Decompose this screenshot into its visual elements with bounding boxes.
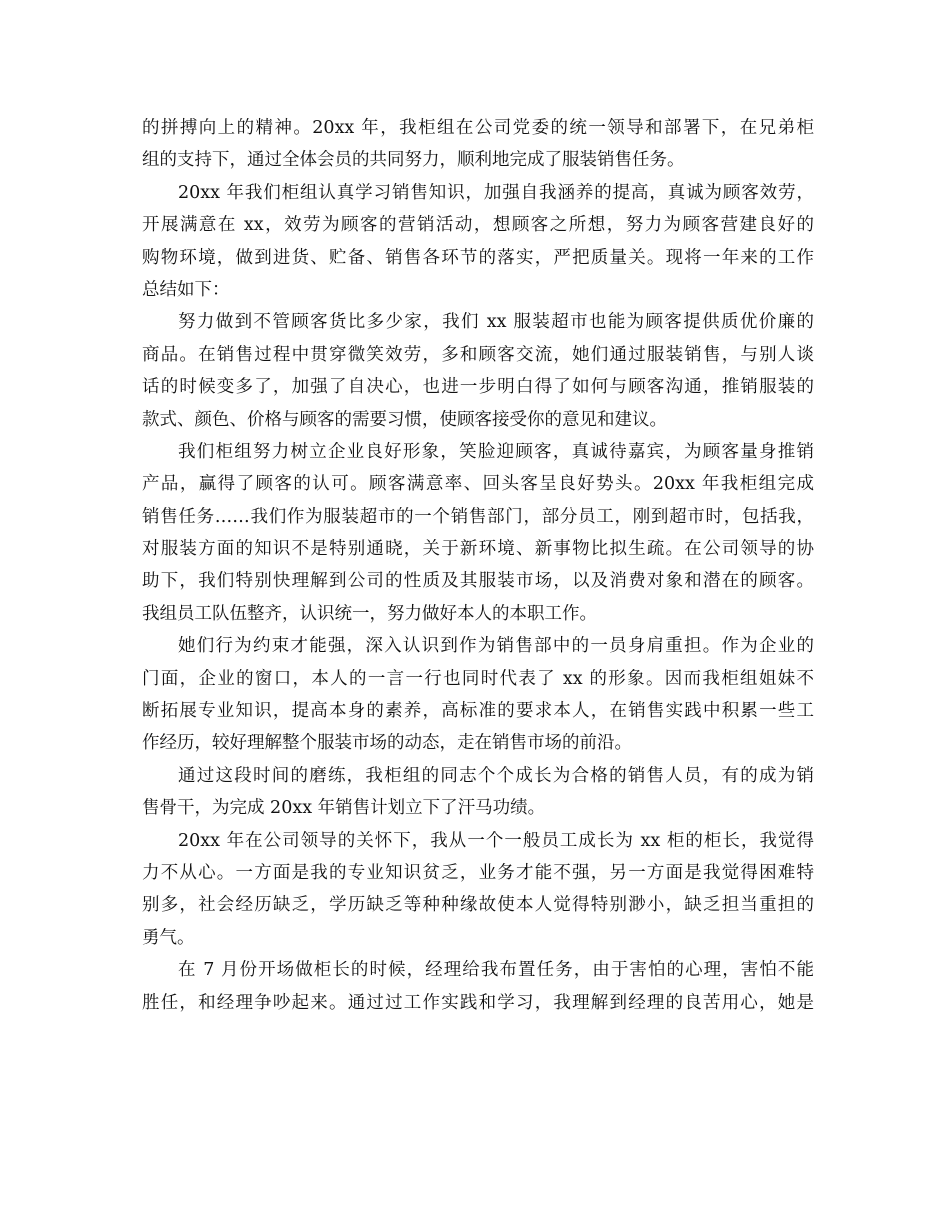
text-line: 努力做到不管顾客货比多少家，我们 xx 服装超市也能为顾客提供质优价廉的 <box>178 312 814 333</box>
text-line: 开展满意在 xx，效劳为顾客的营销活动，想顾客之所想，努力为顾客营建良好的 <box>142 215 814 236</box>
text-line: 话的时候变多了，加强了自决心，也进一步明白得了如何与顾客沟通，推销服装的 <box>142 377 814 398</box>
text-line: 通过这段时间的磨练，我柜组的同志个个成长为合格的销售人员，有的成为销 <box>178 765 814 786</box>
text-line: 勇气。 <box>142 927 195 948</box>
text-line: 商品。在销售过程中贯穿微笑效劳，多和顾客交流，她们通过服装销售，与别人谈 <box>142 344 814 365</box>
text-line: 断拓展专业知识，提高本身的素养，高标准的要求本人，在销售实践中积累一些工 <box>142 701 814 722</box>
text-line: 胜任，和经理争吵起来。通过过工作实践和学习，我理解到经理的良苦用心，她是 <box>142 992 814 1013</box>
text-line: 力不从心。一方面是我的专业知识贫乏，业务才能不强，另一方面是我觉得困难特 <box>142 862 814 883</box>
text-line: 我组员工队伍整齐，认识统一，努力做好本人的本职工作。 <box>142 603 597 624</box>
document-body <box>142 112 814 1019</box>
text-line: 在 7 月份开场做柜长的时候，经理给我布置任务，由于害怕的心理，害怕不能 <box>178 960 814 981</box>
text-line: 20xx 年在公司领导的关怀下，我从一个一般员工成长为 xx 柜的柜长，我觉得 <box>178 830 814 851</box>
text-line: 款式、颜色、价格与顾客的需要习惯，使顾客接受你的意见和建议。 <box>142 409 667 430</box>
text-line: 购物环境，做到进货、贮备、销售各环节的落实，严把质量关。现将一年来的工作 <box>142 247 814 268</box>
text-line: 我们柜组努力树立企业良好形象，笑脸迎顾客，真诚待嘉宾，为顾客量身推销 <box>178 441 814 462</box>
text-line: 别多，社会经历缺乏，学历缺乏等种种缘故使本人觉得特别渺小，缺乏担当重担的 <box>142 895 814 916</box>
text-line: 助下，我们特别快理解到公司的性质及其服装市场，以及消费对象和潜在的顾客。 <box>142 571 814 592</box>
text-line: 组的支持下，通过全体会员的共同努力，顺利地完成了服装销售任务。 <box>142 150 685 171</box>
text-line: 总结如下： <box>142 279 230 300</box>
text-line: 售骨干，为完成 20xx 年销售计划立下了汗马功绩。 <box>142 798 546 819</box>
text-line: 她们行为约束才能强，深入认识到作为销售部中的一员身肩重担。作为企业的 <box>178 636 814 657</box>
text-line: 销售任务……我们作为服装超市的一个销售部门，部分员工，刚到超市时，包括我， <box>142 506 814 527</box>
text-line: 产品，赢得了顾客的认可。顾客满意率、回头客呈良好势头。20xx 年我柜组完成 <box>142 474 814 495</box>
text-line: 20xx 年我们柜组认真学习销售知识，加强自我涵养的提高，真诚为顾客效劳， <box>178 182 814 203</box>
text-line: 作经历，较好理解整个服装市场的动态，走在销售市场的前沿。 <box>142 733 632 754</box>
text-line: 的拼搏向上的精神。20xx 年，我柜组在公司党委的统一领导和部署下，在兄弟柜 <box>142 118 814 138</box>
text-line: 对服装方面的知识不是特别通晓，关于新环境、新事物比拟生疏。在公司领导的协 <box>142 539 814 560</box>
text-line: 门面，企业的窗口，本人的一言一行也同时代表了 xx 的形象。因而我柜组姐妹不 <box>142 668 814 689</box>
